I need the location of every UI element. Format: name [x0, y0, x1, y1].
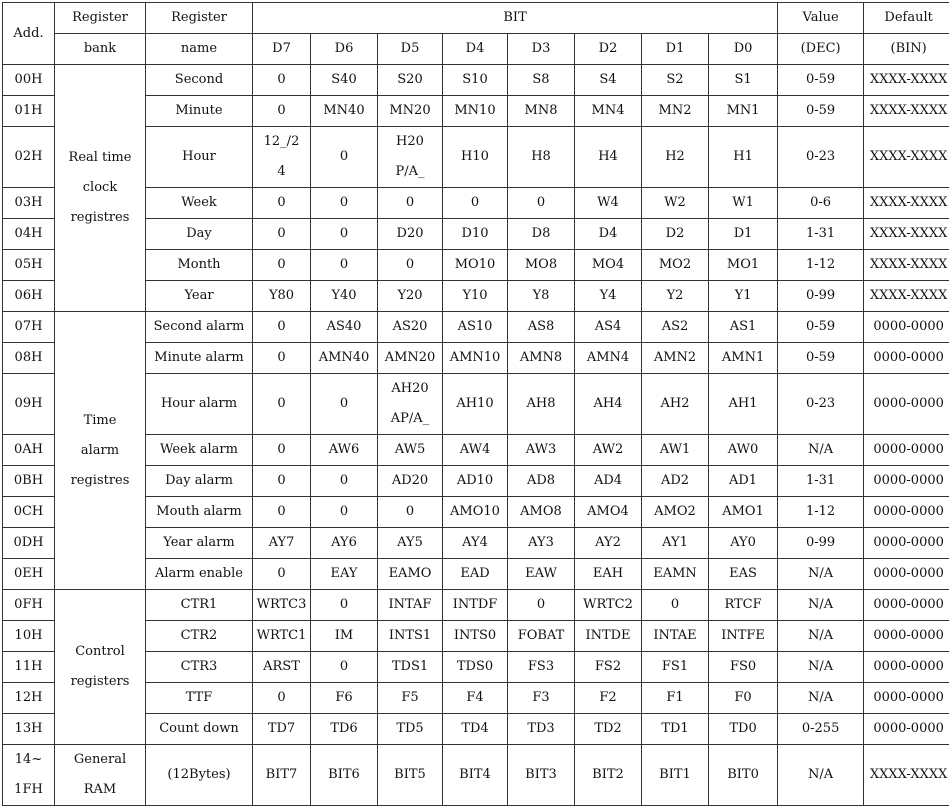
bit-cell-d2: S4 — [575, 65, 642, 96]
value-cell: 0-23 — [778, 127, 864, 188]
bit-cell-d3: AMN8 — [508, 343, 575, 374]
default-cell: 0000-0000 — [864, 528, 949, 559]
bit-cell-d1: AW1 — [642, 435, 709, 466]
bit-cell-d5: AMN20 — [378, 343, 443, 374]
value-cell: N/A — [778, 559, 864, 590]
bit-cell-d5: TDS1 — [378, 652, 443, 683]
bit-cell-d3: MO8 — [508, 250, 575, 281]
bit-cell-d6: EAY — [311, 559, 378, 590]
address-cell: 0EH — [3, 559, 55, 590]
register-name-cell: Minute — [146, 96, 253, 127]
bit-cell-d5: INTAF — [378, 590, 443, 621]
address-cell: 14~ 1FH — [3, 745, 55, 806]
address-cell: 0FH — [3, 590, 55, 621]
bit-cell-d5: H20 P/A_ — [378, 127, 443, 188]
bit-cell-d4: TDS0 — [443, 652, 508, 683]
register-name-cell: Week alarm — [146, 435, 253, 466]
header-row-1 — [3, 3, 949, 34]
bit-cell-d7: 0 — [253, 466, 311, 497]
bit-cell-d0: AY0 — [709, 528, 778, 559]
default-cell: 0000-0000 — [864, 621, 949, 652]
header-value-l2: (DEC) — [778, 34, 864, 65]
header-bank-l1: Register — [55, 3, 146, 34]
bit-cell-d3: AY3 — [508, 528, 575, 559]
value-cell: N/A — [778, 683, 864, 714]
bit-cell-d7: 0 — [253, 96, 311, 127]
bit-cell-d4: AMO10 — [443, 497, 508, 528]
bit-cell-d5: D20 — [378, 219, 443, 250]
bit-cell-d1: MO2 — [642, 250, 709, 281]
bit-cell-d3: AMO8 — [508, 497, 575, 528]
address-cell: 11H — [3, 652, 55, 683]
bit-cell-d3: TD3 — [508, 714, 575, 745]
address-cell: 01H — [3, 96, 55, 127]
bit-cell-d7: 0 — [253, 683, 311, 714]
bit-cell-d2: AMO4 — [575, 497, 642, 528]
default-cell: XXXX-XXXX — [864, 250, 949, 281]
bit-cell-d6: 0 — [311, 590, 378, 621]
register-table — [2, 2, 949, 806]
address-cell: 05H — [3, 250, 55, 281]
bit-cell-d4: INTS0 — [443, 621, 508, 652]
value-cell: 1-31 — [778, 466, 864, 497]
bit-cell-d3: AS8 — [508, 312, 575, 343]
bit-cell-d2: D4 — [575, 219, 642, 250]
register-name-cell: TTF — [146, 683, 253, 714]
bit-cell-d0: D1 — [709, 219, 778, 250]
address-cell: 0DH — [3, 528, 55, 559]
bit-cell-d5: INTS1 — [378, 621, 443, 652]
bit-cell-d1: S2 — [642, 65, 709, 96]
bit-cell-d3: H8 — [508, 127, 575, 188]
bit-cell-d6: F6 — [311, 683, 378, 714]
header-bit-d7: D7 — [253, 34, 311, 65]
bit-cell-d2: WRTC2 — [575, 590, 642, 621]
bit-cell-d6: 0 — [311, 652, 378, 683]
bit-cell-d0: AMO1 — [709, 497, 778, 528]
default-cell: 0000-0000 — [864, 343, 949, 374]
register-bank-cell: Time alarm registres — [55, 312, 146, 590]
bit-cell-d7: 0 — [253, 188, 311, 219]
value-cell: 0-99 — [778, 528, 864, 559]
bit-cell-d2: EAH — [575, 559, 642, 590]
bit-cell-d6: 0 — [311, 188, 378, 219]
bit-cell-d1: AMO2 — [642, 497, 709, 528]
header-add: Add. — [3, 3, 55, 65]
bit-cell-d4: EAD — [443, 559, 508, 590]
bit-cell-d3: Y8 — [508, 281, 575, 312]
bit-cell-d5: AD20 — [378, 466, 443, 497]
default-cell: 0000-0000 — [864, 435, 949, 466]
bit-cell-d1: TD1 — [642, 714, 709, 745]
bit-cell-d0: F0 — [709, 683, 778, 714]
address-cell: 03H — [3, 188, 55, 219]
table-row — [3, 745, 949, 806]
bit-cell-d7: 0 — [253, 497, 311, 528]
value-cell: 1-31 — [778, 219, 864, 250]
default-cell: 0000-0000 — [864, 466, 949, 497]
address-cell: 13H — [3, 714, 55, 745]
bit-cell-d1: Y2 — [642, 281, 709, 312]
address-cell: 10H — [3, 621, 55, 652]
value-cell: 0-23 — [778, 374, 864, 435]
default-cell: 0000-0000 — [864, 590, 949, 621]
bit-cell-d7: WRTC1 — [253, 621, 311, 652]
bit-cell-d4: AH10 — [443, 374, 508, 435]
bit-cell-d0: W1 — [709, 188, 778, 219]
bit-cell-d0: MN1 — [709, 96, 778, 127]
bit-cell-d4: AS10 — [443, 312, 508, 343]
value-cell: 0-59 — [778, 65, 864, 96]
bit-cell-d5: AS20 — [378, 312, 443, 343]
bit-cell-d5: MN20 — [378, 96, 443, 127]
header-bit-d4: D4 — [443, 34, 508, 65]
bit-cell-d2: AY2 — [575, 528, 642, 559]
bit-cell-d1: AY1 — [642, 528, 709, 559]
default-cell: 0000-0000 — [864, 683, 949, 714]
bit-cell-d3: D8 — [508, 219, 575, 250]
bit-cell-d7: 0 — [253, 435, 311, 466]
default-cell: XXXX-XXXX — [864, 96, 949, 127]
bit-cell-d1: 0 — [642, 590, 709, 621]
address-cell: 12H — [3, 683, 55, 714]
bit-cell-d2: AW2 — [575, 435, 642, 466]
address-cell: 0AH — [3, 435, 55, 466]
bit-cell-d7: 0 — [253, 343, 311, 374]
header-row-2 — [3, 34, 949, 65]
bit-cell-d0: Y1 — [709, 281, 778, 312]
bit-cell-d3: F3 — [508, 683, 575, 714]
bit-cell-d4: BIT4 — [443, 745, 508, 806]
bit-cell-d0: AD1 — [709, 466, 778, 497]
bit-cell-d4: MN10 — [443, 96, 508, 127]
header-bit-d0: D0 — [709, 34, 778, 65]
value-cell: N/A — [778, 745, 864, 806]
register-name-cell: Alarm enable — [146, 559, 253, 590]
bit-cell-d0: MO1 — [709, 250, 778, 281]
default-cell: XXXX-XXXX — [864, 65, 949, 96]
bit-cell-d5: BIT5 — [378, 745, 443, 806]
bit-cell-d4: F4 — [443, 683, 508, 714]
bit-cell-d0: BIT0 — [709, 745, 778, 806]
header-name-l2: name — [146, 34, 253, 65]
bit-cell-d1: AMN2 — [642, 343, 709, 374]
bit-cell-d6: 0 — [311, 497, 378, 528]
bit-cell-d3: 0 — [508, 188, 575, 219]
bit-cell-d7: ARST — [253, 652, 311, 683]
default-cell: 0000-0000 — [864, 652, 949, 683]
bit-cell-d2: AH4 — [575, 374, 642, 435]
default-cell: XXXX-XXXX — [864, 281, 949, 312]
bit-cell-d2: H4 — [575, 127, 642, 188]
bit-cell-d2: MO4 — [575, 250, 642, 281]
bit-cell-d1: H2 — [642, 127, 709, 188]
register-bank-cell: General RAM — [55, 745, 146, 806]
header-default-l1: Default — [864, 3, 949, 34]
value-cell: 0-59 — [778, 312, 864, 343]
bit-cell-d7: 12_/2 4 — [253, 127, 311, 188]
bit-cell-d4: 0 — [443, 188, 508, 219]
header-bit-d2: D2 — [575, 34, 642, 65]
bit-cell-d0: FS0 — [709, 652, 778, 683]
header-default-l2: (BIN) — [864, 34, 949, 65]
bit-cell-d5: F5 — [378, 683, 443, 714]
register-name-cell: CTR1 — [146, 590, 253, 621]
bit-cell-d0: TD0 — [709, 714, 778, 745]
bit-cell-d2: TD2 — [575, 714, 642, 745]
bit-cell-d5: S20 — [378, 65, 443, 96]
bit-cell-d2: F2 — [575, 683, 642, 714]
default-cell: 0000-0000 — [864, 559, 949, 590]
bit-cell-d6: 0 — [311, 466, 378, 497]
bit-cell-d3: FS3 — [508, 652, 575, 683]
value-cell: N/A — [778, 590, 864, 621]
address-cell: 0CH — [3, 497, 55, 528]
bit-cell-d1: EAMN — [642, 559, 709, 590]
register-name-cell: Second alarm — [146, 312, 253, 343]
register-name-cell: Second — [146, 65, 253, 96]
bit-cell-d5: 0 — [378, 497, 443, 528]
bit-cell-d5: 0 — [378, 188, 443, 219]
bit-cell-d6: Y40 — [311, 281, 378, 312]
bit-cell-d0: AH1 — [709, 374, 778, 435]
register-name-cell: Hour — [146, 127, 253, 188]
value-cell: 0-59 — [778, 343, 864, 374]
register-name-cell: CTR2 — [146, 621, 253, 652]
bit-cell-d7: Y80 — [253, 281, 311, 312]
bit-cell-d2: AD4 — [575, 466, 642, 497]
default-cell: XXXX-XXXX — [864, 188, 949, 219]
address-cell: 02H — [3, 127, 55, 188]
address-cell: 0BH — [3, 466, 55, 497]
register-name-cell: (12Bytes) — [146, 745, 253, 806]
bit-cell-d7: AY7 — [253, 528, 311, 559]
default-cell: XXXX-XXXX — [864, 127, 949, 188]
bit-cell-d0: S1 — [709, 65, 778, 96]
value-cell: N/A — [778, 621, 864, 652]
default-cell: XXXX-XXXX — [864, 745, 949, 806]
bit-cell-d3: AD8 — [508, 466, 575, 497]
bit-cell-d3: BIT3 — [508, 745, 575, 806]
bit-cell-d1: D2 — [642, 219, 709, 250]
register-name-cell: Day alarm — [146, 466, 253, 497]
bit-cell-d2: W4 — [575, 188, 642, 219]
bit-cell-d6: AMN40 — [311, 343, 378, 374]
value-cell: 1-12 — [778, 497, 864, 528]
value-cell: N/A — [778, 435, 864, 466]
bit-cell-d0: RTCF — [709, 590, 778, 621]
register-name-cell: Year — [146, 281, 253, 312]
bit-cell-d5: EAMO — [378, 559, 443, 590]
value-cell: N/A — [778, 652, 864, 683]
bit-cell-d5: AY5 — [378, 528, 443, 559]
default-cell: 0000-0000 — [864, 714, 949, 745]
bit-cell-d0: INTFE — [709, 621, 778, 652]
bit-cell-d7: 0 — [253, 250, 311, 281]
register-name-cell: Year alarm — [146, 528, 253, 559]
default-cell: 0000-0000 — [864, 374, 949, 435]
bit-cell-d0: H1 — [709, 127, 778, 188]
bit-cell-d3: 0 — [508, 590, 575, 621]
bit-cell-d6: MN40 — [311, 96, 378, 127]
bit-cell-d2: MN4 — [575, 96, 642, 127]
header-bit-d1: D1 — [642, 34, 709, 65]
bit-cell-d4: D10 — [443, 219, 508, 250]
default-cell: 0000-0000 — [864, 497, 949, 528]
bit-cell-d4: H10 — [443, 127, 508, 188]
register-bank-cell: Real time clock registres — [55, 65, 146, 312]
value-cell: 0-99 — [778, 281, 864, 312]
bit-cell-d6: 0 — [311, 374, 378, 435]
register-bank-cell: Control registers — [55, 590, 146, 745]
bit-cell-d0: AW0 — [709, 435, 778, 466]
bit-cell-d1: MN2 — [642, 96, 709, 127]
header-bit: BIT — [253, 3, 778, 34]
bit-cell-d7: 0 — [253, 65, 311, 96]
bit-cell-d7: 0 — [253, 374, 311, 435]
bit-cell-d2: AS4 — [575, 312, 642, 343]
bit-cell-d6: S40 — [311, 65, 378, 96]
bit-cell-d1: AD2 — [642, 466, 709, 497]
bit-cell-d7: TD7 — [253, 714, 311, 745]
bit-cell-d3: AW3 — [508, 435, 575, 466]
bit-cell-d3: MN8 — [508, 96, 575, 127]
bit-cell-d6: TD6 — [311, 714, 378, 745]
register-name-cell: Mouth alarm — [146, 497, 253, 528]
bit-cell-d4: AMN10 — [443, 343, 508, 374]
bit-cell-d7: 0 — [253, 219, 311, 250]
bit-cell-d7: 0 — [253, 312, 311, 343]
bit-cell-d4: AD10 — [443, 466, 508, 497]
address-cell: 04H — [3, 219, 55, 250]
bit-cell-d2: Y4 — [575, 281, 642, 312]
register-name-cell: Week — [146, 188, 253, 219]
register-name-cell: Day — [146, 219, 253, 250]
bit-cell-d5: 0 — [378, 250, 443, 281]
table-row — [3, 65, 949, 96]
bit-cell-d2: INTDE — [575, 621, 642, 652]
bit-cell-d4: AW4 — [443, 435, 508, 466]
bit-cell-d2: BIT2 — [575, 745, 642, 806]
bit-cell-d4: S10 — [443, 65, 508, 96]
value-cell: 0-255 — [778, 714, 864, 745]
table-row — [3, 312, 949, 343]
bit-cell-d0: AMN1 — [709, 343, 778, 374]
bit-cell-d3: S8 — [508, 65, 575, 96]
bit-cell-d4: MO10 — [443, 250, 508, 281]
bit-cell-d4: TD4 — [443, 714, 508, 745]
bit-cell-d4: INTDF — [443, 590, 508, 621]
bit-cell-d6: AW6 — [311, 435, 378, 466]
register-name-cell: Hour alarm — [146, 374, 253, 435]
register-name-cell: Count down — [146, 714, 253, 745]
bit-cell-d6: BIT6 — [311, 745, 378, 806]
bit-cell-d5: AW5 — [378, 435, 443, 466]
bit-cell-d3: FOBAT — [508, 621, 575, 652]
bit-cell-d5: TD5 — [378, 714, 443, 745]
bit-cell-d6: 0 — [311, 250, 378, 281]
register-name-cell: Minute alarm — [146, 343, 253, 374]
bit-cell-d6: 0 — [311, 219, 378, 250]
default-cell: 0000-0000 — [864, 312, 949, 343]
bit-cell-d2: AMN4 — [575, 343, 642, 374]
bit-cell-d3: AH8 — [508, 374, 575, 435]
bit-cell-d1: FS1 — [642, 652, 709, 683]
bit-cell-d7: 0 — [253, 559, 311, 590]
bit-cell-d0: EAS — [709, 559, 778, 590]
bit-cell-d1: F1 — [642, 683, 709, 714]
header-name-l1: Register — [146, 3, 253, 34]
default-cell: XXXX-XXXX — [864, 219, 949, 250]
bit-cell-d1: AH2 — [642, 374, 709, 435]
bit-cell-d1: BIT1 — [642, 745, 709, 806]
bit-cell-d7: BIT7 — [253, 745, 311, 806]
bit-cell-d4: AY4 — [443, 528, 508, 559]
bit-cell-d6: AY6 — [311, 528, 378, 559]
value-cell: 0-59 — [778, 96, 864, 127]
value-cell: 1-12 — [778, 250, 864, 281]
address-cell: 06H — [3, 281, 55, 312]
address-cell: 07H — [3, 312, 55, 343]
bit-cell-d1: INTAE — [642, 621, 709, 652]
bit-cell-d6: AS40 — [311, 312, 378, 343]
bit-cell-d7: WRTC3 — [253, 590, 311, 621]
address-cell: 08H — [3, 343, 55, 374]
header-bit-d6: D6 — [311, 34, 378, 65]
bit-cell-d1: W2 — [642, 188, 709, 219]
bit-cell-d4: Y10 — [443, 281, 508, 312]
header-value-l1: Value — [778, 3, 864, 34]
address-cell: 09H — [3, 374, 55, 435]
bit-cell-d5: Y20 — [378, 281, 443, 312]
bit-cell-d3: EAW — [508, 559, 575, 590]
register-name-cell: Month — [146, 250, 253, 281]
bit-cell-d6: 0 — [311, 127, 378, 188]
header-bit-d3: D3 — [508, 34, 575, 65]
header-bank-l2: bank — [55, 34, 146, 65]
bit-cell-d6: IM — [311, 621, 378, 652]
bit-cell-d1: AS2 — [642, 312, 709, 343]
value-cell: 0-6 — [778, 188, 864, 219]
bit-cell-d5: AH20 AP/A_ — [378, 374, 443, 435]
address-cell: 00H — [3, 65, 55, 96]
bit-cell-d0: AS1 — [709, 312, 778, 343]
register-name-cell: CTR3 — [146, 652, 253, 683]
table-row — [3, 590, 949, 621]
header-bit-d5: D5 — [378, 34, 443, 65]
bit-cell-d2: FS2 — [575, 652, 642, 683]
